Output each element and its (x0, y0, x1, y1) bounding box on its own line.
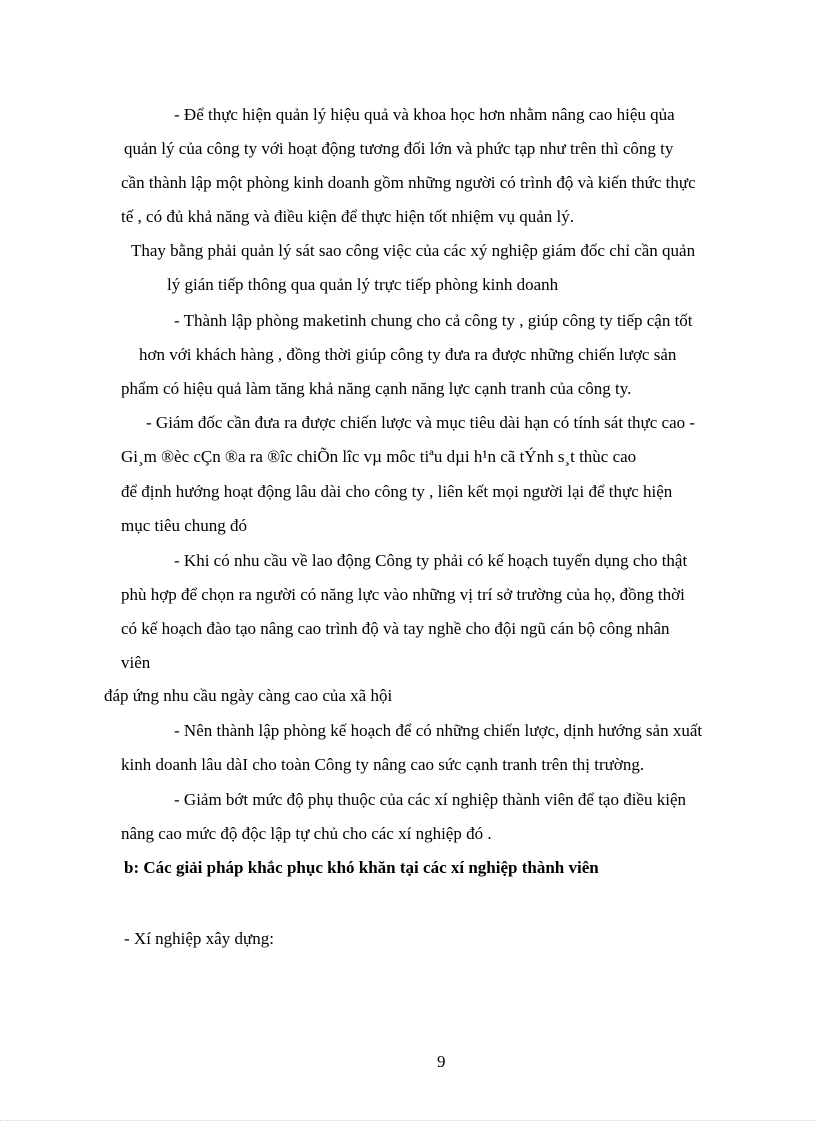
page-number: 9 (437, 1052, 446, 1071)
paragraph-4-line-2: Gi¸m ®èc cÇn ®a ra ®îc chiÕn lîc vµ môc tiªu dµi h¹n cã tÝnh s¸t thùc cao (121, 447, 637, 466)
paragraph-5-line-5: đáp ứng nhu cầu ngày càng cao của xã hội (104, 686, 393, 705)
paragraph-6-line-2: kinh doanh lâu dàI cho toàn Công ty nâng cao sức cạnh tranh trên thị trường. (121, 755, 645, 774)
paragraph-3-line-3: phẩm có hiệu quả làm tăng khả năng cạnh năng lực cạnh tranh của công ty. (121, 379, 632, 398)
paragraph-4-line-1: - Giám đốc cần đưa ra được chiến lược và mục tiêu dài hạn có tính sát thực cao - (146, 413, 696, 432)
paragraph-1-line-3: cần thành lập một phòng kinh doanh gồm những người có trình độ và kiến thức thực (121, 173, 696, 192)
paragraph-5-line-4: viên (121, 653, 151, 672)
page-bottom-divider (0, 1120, 816, 1121)
sub-item-construction: - Xí nghiệp xây dựng: (124, 929, 274, 948)
paragraph-1-line-1: - Để thực hiện quản lý hiệu quả và khoa học hơn nhằm nâng cao hiệu qủa (174, 105, 675, 124)
paragraph-7-line-1: - Giảm bớt mức độ phụ thuộc của các xí nghiệp thành viên để tạo điều kiện (174, 790, 687, 809)
paragraph-2-line-2: lý gián tiếp thông qua quản lý trực tiếp phòng kinh doanh (167, 275, 559, 294)
paragraph-7-line-2: nâng cao mức độ độc lập tự chủ cho các xí nghiệp đó . (121, 824, 492, 843)
paragraph-5-line-2: phù hợp để chọn ra người có năng lực vào những vị trí sở trường của họ, đồng thời (121, 585, 685, 604)
paragraph-4-line-4: mục tiêu chung đó (121, 516, 248, 535)
paragraph-5-line-3: có kế hoạch đào tạo nâng cao trình độ và tay nghề cho đội ngũ cán bộ công nhân (121, 619, 670, 638)
paragraph-5-line-1: - Khi có nhu cầu về lao động Công ty phải có kế hoạch tuyển dụng cho thật (174, 551, 688, 570)
paragraph-6-line-1: - Nên thành lập phòng kế hoạch để có những chiến lược, dịnh hướng sản xuất (174, 721, 703, 740)
paragraph-4-line-3: để định hướng hoạt động lâu dài cho công ty , liên kết mọi người lại để thực hiện (121, 482, 673, 501)
paragraph-3-line-1: - Thành lập phòng maketinh chung cho cả công ty , giúp công ty tiếp cận tốt (174, 311, 693, 330)
paragraph-2-line-1: Thay bằng phải quản lý sát sao công việc của các xý nghiệp giám đốc chỉ cần quản (131, 241, 696, 260)
paragraph-3-line-2: hơn với khách hàng , đồng thời giúp công ty đưa ra được những chiến lược sản (139, 345, 677, 364)
paragraph-1-line-2: quản lý của công ty với hoạt động tương đối lớn và phức tạp như trên thì công ty (124, 139, 674, 158)
paragraph-1-line-4: tế , có đủ khả năng và điều kiện để thực hiện tốt nhiệm vụ quản lý. (121, 207, 574, 226)
section-heading: b: Các giải pháp khắc phục khó khăn tại các xí nghiệp thành viên (124, 858, 599, 877)
